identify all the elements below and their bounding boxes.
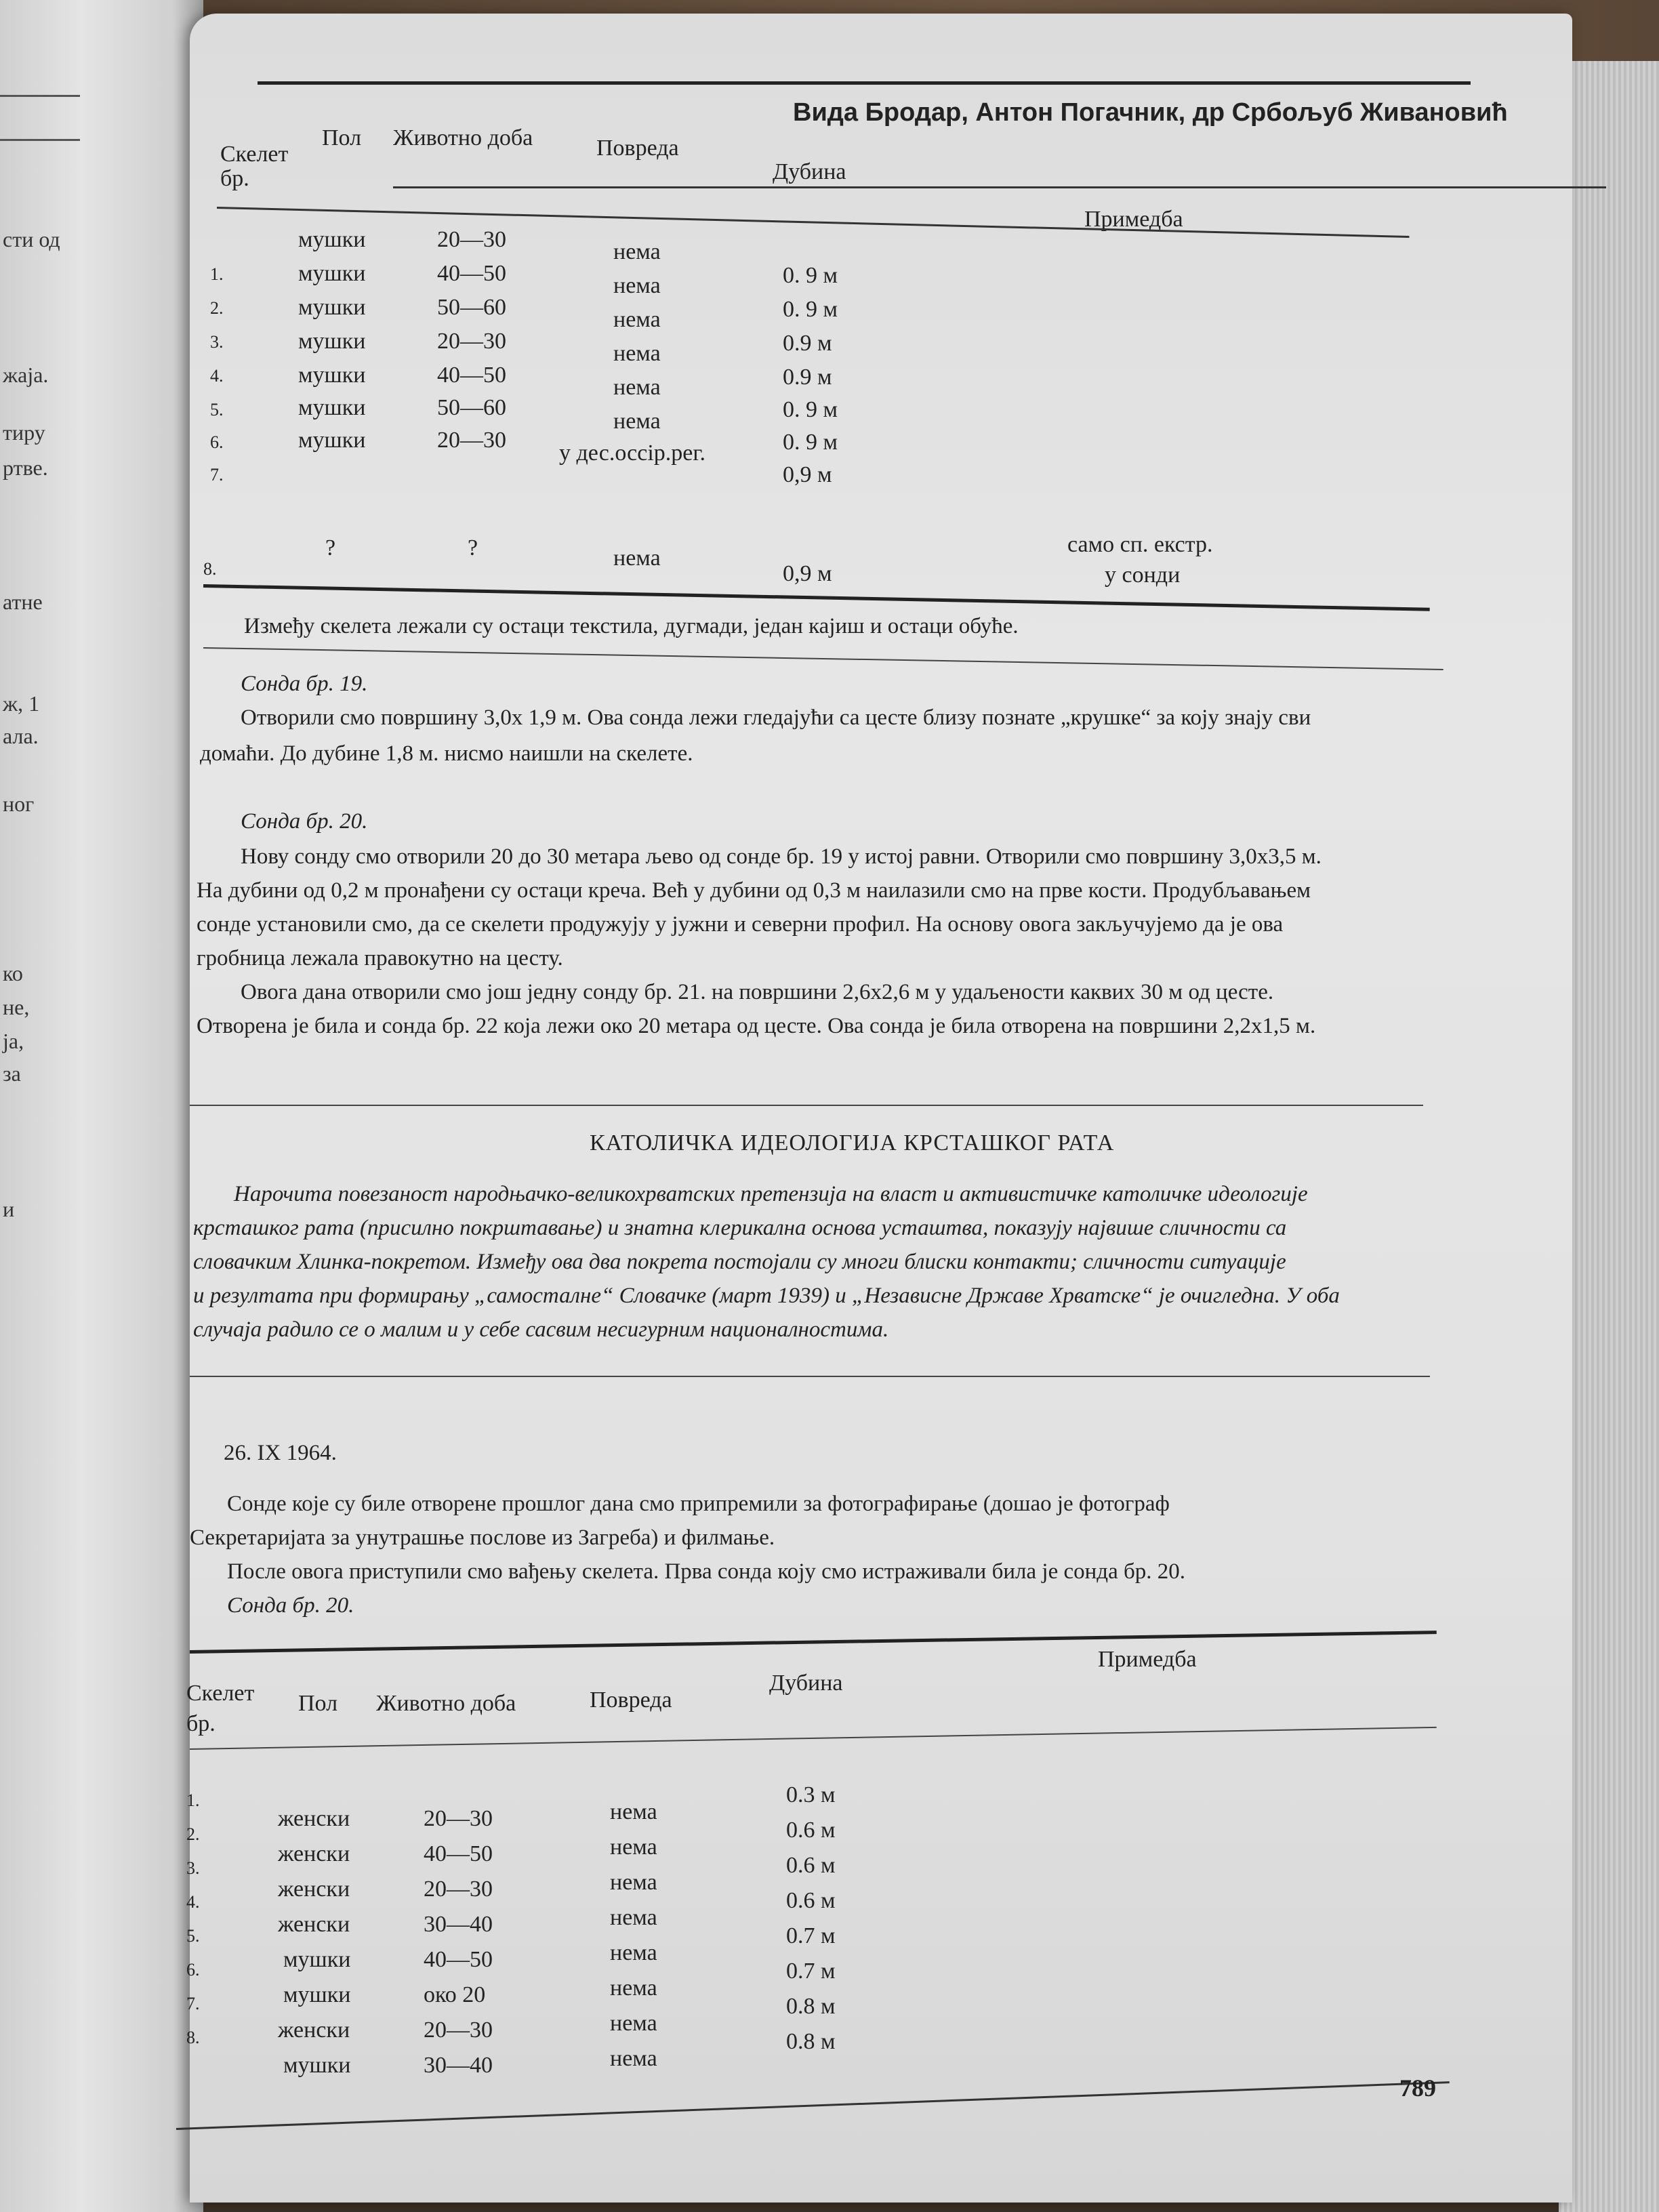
table2-cell-sex: мушки	[283, 2053, 351, 2078]
table2-row-number: 5.	[186, 1926, 200, 1946]
table2-cell-sex: мушки	[283, 1947, 351, 1972]
table2-cell-depth: 0.8 м	[786, 2029, 836, 2054]
entry-text: После овога приступили смо вађењу скелета. Прва сонда коју смо истраживали била је сонда бр. 20.	[227, 1559, 1186, 1584]
table2-row-number: 7.	[186, 1994, 200, 2013]
table2-top-rule	[190, 1631, 1437, 1654]
box-bottom-rule	[190, 1376, 1430, 1377]
table1-row-number: 4.	[210, 366, 224, 386]
table2-cell-age: око 20	[424, 1982, 486, 2007]
table1-header-bottom-rule	[217, 207, 1410, 238]
entry-sonda-title: Сонда бр. 20.	[227, 1593, 354, 1618]
table1-header-skeleton: Скелет бр.	[220, 142, 289, 191]
table2-row-number: 4.	[186, 1892, 200, 1912]
table1-row-number: 7.	[210, 465, 224, 485]
table1-cell-age: 20—30	[437, 329, 506, 354]
table2-cell-injury: нема	[610, 2011, 657, 2036]
sonda20-text: Нову сонду смо отворили 20 до 30 метара љево од сонде бр. 19 у истој равни. Отворили смо површину 3,0х3,5 м.	[241, 844, 1322, 869]
sonda20-text: гробница лежала правокутно на цесту.	[197, 946, 563, 970]
box-text: и резултата при формирању „самосталне“ Словачке (март 1939) и „Независне Државе Хрватске“ је очигледна. У оба	[193, 1284, 1340, 1308]
table1-footnote: Између скелета лежали су остаци текстила, дугмади, један кајиш и остаци обуће.	[244, 614, 1019, 638]
table1-cell-sex: мушки	[298, 428, 366, 453]
table1-cell-sex: мушки	[298, 363, 366, 388]
table2-cell-sex: женски	[278, 1806, 350, 1831]
table1-cell-age: 20—30	[437, 428, 506, 453]
page-stack-edge	[1559, 61, 1659, 2212]
left-page-rule	[0, 139, 80, 141]
box-text: словачким Хлинка-покретом. Између ова два покрета постојали су многи блиски контакти; сличности ситуације	[193, 1250, 1286, 1274]
left-fragment: жаја.	[3, 363, 49, 387]
table2-header-skeleton: Скелет	[186, 1681, 255, 1706]
table2-cell-injury: нема	[610, 1940, 657, 1965]
table2-row-number: 8.	[186, 2028, 200, 2047]
table2-cell-age: 20—30	[424, 2018, 493, 2043]
table2-row-number: 3.	[186, 1858, 200, 1878]
left-page-rule	[0, 95, 80, 97]
table1-cell-injury: нема	[613, 341, 661, 366]
left-fragment: не,	[3, 995, 30, 1019]
table2-cell-age: 30—40	[424, 2053, 493, 2078]
table2-cell-sex: мушки	[283, 1982, 351, 2007]
table1-cell-injury: у дес.оссip.pег.	[559, 441, 706, 466]
table2-header-skeleton: бр.	[186, 1711, 216, 1736]
table1-cell-depth: 0. 9 м	[783, 263, 838, 288]
table1-cell-age: 20—30	[437, 227, 506, 252]
table2-cell-injury: нема	[610, 1835, 657, 1860]
table1-cell-depth: 0.9 м	[783, 365, 832, 390]
table2-cell-age: 20—30	[424, 1877, 493, 1902]
table2-cell-injury: нема	[610, 1905, 657, 1930]
table2-header-depth: Дубина	[769, 1671, 843, 1696]
sonda19-title: Сонда бр. 19.	[241, 672, 368, 696]
table2-bottom-rule	[176, 2081, 1450, 2130]
table2-cell-depth: 0.3 м	[786, 1782, 836, 1807]
left-fragment: ж, 1	[3, 691, 40, 716]
table2-cell-age: 40—50	[424, 1841, 493, 1866]
table1-cell-injury: нема	[613, 546, 661, 571]
table1-cell-depth: 0,9 м	[783, 462, 832, 487]
table1-cell-sex: мушки	[298, 395, 366, 420]
entry-text: Сонде које су биле отворене прошлог дана смо припремили за фотографирање (дошао је фотограф	[227, 1492, 1170, 1516]
table1-header-sex: Пол	[322, 125, 362, 150]
table2-cell-injury: нема	[610, 1975, 657, 2001]
table1-cell-age: ?	[468, 535, 478, 560]
table2-header-rule	[190, 1727, 1437, 1750]
table1-cell-sex: мушки	[298, 329, 366, 354]
table2-cell-depth: 0.8 м	[786, 1994, 836, 2019]
table2-row-number: 1.	[186, 1790, 200, 1810]
table1-cell-injury: нема	[613, 409, 661, 434]
table2-cell-depth: 0.7 м	[786, 1959, 836, 1984]
table1-cell-age: 50—60	[437, 395, 506, 420]
table2-cell-sex: женски	[278, 1841, 350, 1866]
box-heading: КАТОЛИЧКА ИДЕОЛОГИЈА КРСТАШКОГ РАТА	[590, 1130, 1115, 1155]
left-fragment: ртве.	[3, 455, 48, 480]
table1-cell-depth: 0. 9 м	[783, 397, 838, 422]
left-page	[0, 0, 203, 2212]
sonda20-text: Овога дана отворили смо још једну сонду бр. 21. на површини 2,6х2,6 м у удаљености каквих 30 м од цесте.	[241, 980, 1274, 1004]
table2-cell-sex: женски	[278, 2018, 350, 2043]
running-header-authors: Вида Бродар, Антон Погачник, др Србољуб Живановић	[793, 98, 1508, 127]
table1-row-number: 8.	[203, 559, 217, 579]
table1-row-number: 2.	[210, 298, 224, 318]
left-fragment: и	[3, 1197, 15, 1221]
box-top-rule	[190, 1105, 1423, 1106]
table2-header-injury: Повреда	[590, 1687, 672, 1713]
table1-cell-sex: ?	[325, 535, 336, 560]
table1-cell-age: 40—50	[437, 363, 506, 388]
sonda20-title: Сонда бр. 20.	[241, 809, 368, 834]
table2-cell-sex: женски	[278, 1877, 350, 1902]
sonda19-text: Отворили смо површину 3,0х 1,9 м. Ова сонда лежи гледајући са цесте близу познате „крушке“ за коју знају сви	[241, 705, 1311, 730]
table2-row-number: 2.	[186, 1824, 200, 1844]
sonda20-text: На дубини од 0,2 м пронађени су остаци креча. Већ у дубини од 0,3 м наилазили смо на прве кости. Продубљавањем	[197, 878, 1311, 903]
footnote-rule	[203, 647, 1443, 670]
table2-cell-injury: нема	[610, 1799, 657, 1824]
entry-date: 26. IX 1964.	[224, 1441, 337, 1465]
table1-row-number: 6.	[210, 432, 224, 452]
table1-cell-depth: 0. 9 м	[783, 297, 838, 322]
table1-cell-injury: нема	[613, 307, 661, 332]
left-fragment: ног	[3, 792, 35, 816]
table2-cell-age: 40—50	[424, 1947, 493, 1972]
table1-bottom-rule	[203, 584, 1430, 611]
table1-cell-note: у сонди	[1105, 562, 1181, 588]
book-page	[186, 14, 1572, 2203]
left-fragment: тиру	[3, 420, 45, 445]
sonda20-text: сонде установили смо, да се скелети продужују у јужни и северни профил. На основу овога закључујемо да је ова	[197, 912, 1284, 937]
table2-cell-age: 30—40	[424, 1912, 493, 1937]
table2-header-age: Животно доба	[376, 1691, 516, 1716]
table2-row-number: 6.	[186, 1960, 200, 1980]
table2-cell-injury: нема	[610, 1870, 657, 1895]
table1-row-number: 5.	[210, 400, 224, 419]
sonda20-text: Отворена је била и сонда бр. 22 која лежи око 20 метара од цесте. Ова сонда је била отворена на површини 2,2х1,5 м.	[197, 1014, 1316, 1038]
table1-cell-depth: 0,9 м	[783, 561, 832, 586]
table1-cell-age: 50—60	[437, 295, 506, 320]
table1-cell-injury: нема	[613, 239, 661, 264]
table1-cell-injury: нема	[613, 375, 661, 400]
table1-cell-note: само сп. екстр.	[1067, 532, 1213, 557]
table2-cell-depth: 0.6 м	[786, 1888, 836, 1913]
left-fragment: сти од	[3, 227, 60, 251]
table1-header-depth: Дубина	[773, 159, 846, 184]
table1-cell-depth: 0.9 м	[783, 331, 832, 356]
table1-header-injury: Повреда	[596, 136, 679, 161]
header-rule	[258, 81, 1471, 85]
table2-header-note: Примедба	[1098, 1647, 1197, 1672]
table2-cell-injury: нема	[610, 2046, 657, 2071]
table1-header-rule	[393, 186, 1606, 188]
box-text: случаја радило се о малим и у себе сасвим несигурним националностима.	[193, 1317, 889, 1342]
page-number: 789	[1399, 2074, 1436, 2102]
table1-cell-sex: мушки	[298, 261, 366, 286]
table2-cell-sex: женски	[278, 1912, 350, 1937]
table1-header-age: Животно доба	[393, 125, 533, 150]
table1-cell-depth: 0. 9 м	[783, 430, 838, 455]
table1-row-number: 1.	[210, 264, 224, 284]
left-fragment: атне	[3, 590, 43, 614]
table2-header-sex: Пол	[298, 1691, 338, 1716]
table2-cell-depth: 0.6 м	[786, 1818, 836, 1843]
left-fragment: ко	[3, 961, 23, 985]
table1-cell-sex: мушки	[298, 227, 366, 252]
table1-cell-age: 40—50	[437, 261, 506, 286]
table1-cell-injury: нема	[613, 273, 661, 298]
table1-cell-sex: мушки	[298, 295, 366, 320]
left-fragment: ја,	[3, 1029, 24, 1053]
table2-cell-depth: 0.7 м	[786, 1923, 836, 1948]
box-text: крсташког рата (присилно покрштавање) и знатна клерикална основа усташтва, показују највише сличности са	[193, 1216, 1287, 1240]
entry-text: Секретаријата за унутрашње послове из Загреба) и филмање.	[190, 1525, 775, 1550]
box-text: Нарочита повезаност народњачко-великохрватских претензија на власт и активистичке католичке идеологије	[234, 1182, 1308, 1206]
table2-cell-depth: 0.6 м	[786, 1853, 836, 1878]
table1-row-number: 3.	[210, 332, 224, 352]
left-fragment: за	[3, 1061, 21, 1086]
table2-cell-age: 20—30	[424, 1806, 493, 1831]
left-fragment: ала.	[3, 724, 39, 748]
sonda19-text: домаћи. До дубине 1,8 м. нисмо наишли на скелете.	[200, 741, 693, 766]
table1-header-note: Примедба	[1084, 207, 1183, 232]
